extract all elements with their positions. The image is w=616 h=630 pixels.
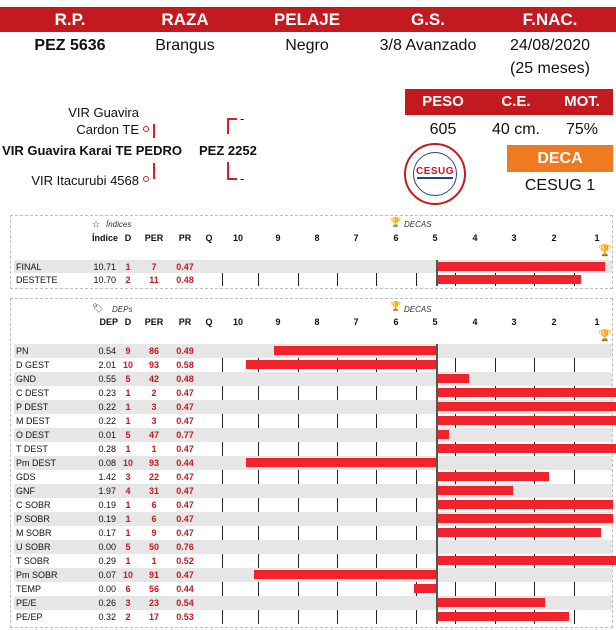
row-value: 2.01 [98, 360, 116, 370]
deca-bar [437, 402, 616, 411]
ce-label: C.E. [501, 93, 531, 110]
peso-label: PESO [422, 93, 464, 110]
pedigree-line [153, 163, 155, 179]
deca-tick-label: 2 [551, 317, 557, 327]
deca-tick-label: 9 [275, 317, 281, 327]
row-value: 0.08 [98, 458, 116, 468]
row-stat: 0.47 [176, 514, 194, 524]
row-stat: 6 [125, 584, 131, 594]
header-label-fnac: F.NAC. [522, 10, 578, 29]
row-value: 0.26 [98, 598, 116, 608]
row-name: PE/EP [16, 612, 43, 622]
row-stat: 9 [125, 346, 131, 356]
deca-bar [437, 612, 569, 621]
row-stat: 0.47 [176, 416, 194, 426]
row-name: M SOBR [16, 528, 52, 538]
column-header: PR [178, 233, 192, 243]
row-name: Pm DEST [16, 458, 57, 468]
deca-bar [437, 262, 605, 271]
row-value: 10.70 [93, 275, 116, 285]
row-name: P SOBR [16, 514, 50, 524]
deca-bar [437, 486, 513, 495]
deca-tick-label: 5 [432, 233, 438, 243]
row-stat: 1 [151, 556, 157, 566]
gold-trophy-icon: 🏆 [598, 330, 612, 342]
row-stat: 0.47 [176, 472, 194, 482]
row-stat: 0.47 [176, 262, 194, 272]
row-name: TEMP [16, 584, 42, 594]
row-name: U SOBR [16, 542, 51, 552]
pedigree-sire-dam: Cardon TE [76, 122, 139, 137]
row-name: PN [16, 346, 29, 356]
pedigree-line [227, 178, 237, 180]
deca-tick-label: 6 [393, 233, 399, 243]
deca-tick-label: 2 [551, 233, 557, 243]
pedigree-dot [143, 126, 149, 132]
indices-section-label: Índices [106, 220, 132, 229]
center-axis [436, 260, 438, 286]
deca-bar [437, 556, 616, 565]
gold-trophy-icon: 🏆 [598, 245, 612, 257]
row-stat: 2 [125, 275, 131, 285]
row-stat: 1 [125, 388, 131, 398]
row-stat: 1 [125, 402, 131, 412]
pedigree-dam: VIR Itacurubi 4568 [31, 173, 139, 188]
row-stat: 91 [148, 570, 159, 580]
center-axis [436, 344, 438, 624]
row-stat: 2 [125, 612, 131, 622]
gs-value: 3/8 Avanzado [379, 37, 477, 54]
row-stat: 5 [125, 542, 131, 552]
pedigree-dot [143, 176, 149, 182]
row-stat: 1 [125, 262, 131, 272]
row-name: DESTETE [16, 275, 58, 285]
deca-bar [437, 598, 545, 607]
deca-tick-label: 4 [472, 317, 478, 327]
row-stat: 22 [148, 472, 159, 482]
row-stat: 93 [148, 458, 159, 468]
row-stat: 31 [148, 486, 159, 496]
star-icon: ☆ [92, 219, 101, 229]
row-value: 0.22 [98, 402, 116, 412]
pedigree-line [227, 118, 237, 120]
row-stat: 1 [125, 528, 131, 538]
row-stat: 23 [148, 598, 159, 608]
pedigree-line [153, 124, 155, 138]
age-value: (25 meses) [509, 60, 591, 77]
tag-icon: 🏷 [92, 303, 104, 313]
row-stat: 0.54 [176, 598, 194, 608]
row-value: 0.28 [98, 444, 116, 454]
row-value: 10.71 [93, 262, 116, 272]
pedigree-dash-bottom: - [240, 171, 245, 186]
deca-bar [437, 528, 601, 537]
row-name: GDS [16, 472, 36, 482]
deca-bar [437, 444, 616, 453]
row-name: FINAL [16, 262, 42, 272]
deca-bar [246, 360, 437, 369]
row-stat: 3 [151, 416, 157, 426]
deca-tick-label: 4 [472, 233, 478, 243]
row-stat: 5 [125, 374, 131, 384]
row-stat: 11 [149, 275, 159, 285]
row-name: T DEST [16, 444, 48, 454]
header-label-rp: R.P. [54, 10, 86, 29]
pedigree-sire-sire: VIR Guavira [68, 105, 139, 120]
row-stat: 0.44 [176, 584, 194, 594]
row-stat: 2 [151, 388, 157, 398]
deca-value: CESUG 1 [524, 177, 596, 194]
deca-bar [437, 374, 469, 383]
header-band [0, 7, 616, 32]
row-stat: 0.44 [176, 458, 194, 468]
row-name: C DEST [16, 388, 50, 398]
row-value: 0.55 [98, 374, 116, 384]
row-value: 0.01 [98, 430, 116, 440]
row-name: GNF [16, 486, 35, 496]
row-stat: 93 [148, 360, 159, 370]
deca-tick-label: 6 [393, 317, 399, 327]
column-header: DEP [99, 317, 118, 327]
pedigree-dash-top: - [240, 111, 245, 126]
row-stat: 0.77 [176, 430, 194, 440]
row-stat: 10 [122, 570, 133, 580]
deca-bar [254, 570, 437, 579]
row-name: P DEST [16, 402, 49, 412]
row-stat: 0.49 [176, 346, 194, 356]
row-stat: 1 [125, 500, 131, 510]
indices-decas-label: DECAS [404, 220, 432, 229]
row-stat: 0.47 [176, 402, 194, 412]
header-label-gs: G.S. [410, 10, 445, 29]
row-stat: 3 [125, 598, 131, 608]
pelaje-value: Negro [285, 37, 329, 54]
deca-tick-label: 9 [275, 233, 281, 243]
deca-tick-label: 5 [432, 317, 438, 327]
deca-bar [437, 514, 613, 523]
row-stat: 3 [151, 402, 157, 412]
row-value: 0.19 [98, 514, 116, 524]
deca-tick-label: 10 [232, 317, 243, 327]
seal-text: CESUG [415, 166, 455, 177]
row-stat: 0.47 [176, 500, 194, 510]
deca-tick-label: 1 [594, 233, 600, 243]
row-stat: 50 [148, 542, 159, 552]
row-stat: 47 [148, 430, 159, 440]
row-value: 0.23 [98, 388, 116, 398]
deps-decas-label: DECAS [404, 305, 432, 314]
row-stat: 6 [151, 500, 157, 510]
column-header: PER [144, 233, 164, 243]
row-name: C SOBR [16, 500, 51, 510]
raza-value: Brangus [155, 37, 215, 54]
deca-bar [437, 388, 616, 397]
row-stat: 42 [148, 374, 159, 384]
row-stat: 7 [151, 262, 157, 272]
row-name: Pm SOBR [16, 570, 58, 580]
mot-label: MOT. [564, 93, 600, 110]
column-header: Q [205, 233, 213, 243]
ce-value: 40 cm. [491, 121, 540, 138]
rp-value: PEZ 5636 [34, 37, 106, 54]
row-stat: 0.47 [176, 388, 194, 398]
row-stat: 6 [151, 514, 157, 524]
deca-tick-label: 1 [594, 317, 600, 327]
deca-bar [437, 275, 581, 284]
deca-tick-label: 3 [511, 233, 517, 243]
deca-bar [437, 430, 449, 439]
row-name: O DEST [16, 430, 50, 440]
peso-value: 605 [429, 121, 457, 138]
row-stat: 4 [125, 486, 131, 496]
cesug-seal-logo [404, 143, 466, 205]
row-stat: 0.47 [176, 528, 194, 538]
row-value: 0.54 [98, 346, 116, 356]
row-stat: 1 [151, 444, 157, 454]
row-stat: 1 [125, 444, 131, 454]
mot-value: 75% [565, 121, 599, 138]
deca-tick-label: 8 [314, 317, 320, 327]
row-stat: 0.53 [176, 612, 194, 622]
row-stat: 1 [125, 514, 131, 524]
row-stat: 17 [148, 612, 159, 622]
row-stat: 0.48 [176, 275, 194, 285]
row-stat: 1 [125, 416, 131, 426]
column-header: PR [178, 317, 192, 327]
row-stat: 9 [151, 528, 157, 538]
pedigree-line [227, 118, 229, 134]
deca-bar [414, 584, 438, 593]
deca-tick-label: 8 [314, 233, 320, 243]
row-value: 1.97 [98, 486, 116, 496]
row-name: T SOBR [16, 556, 50, 566]
row-stat: 0.58 [176, 360, 194, 370]
pedigree-sire: VIR Guavira Karai TE PEDRO [2, 143, 182, 158]
row-stat: 1 [125, 556, 131, 566]
row-stat: 0.48 [176, 374, 194, 384]
row-stat: 10 [122, 360, 133, 370]
deca-bar [274, 346, 438, 355]
stats-header-band [405, 89, 613, 115]
deps-section-label: DEPs [112, 305, 133, 314]
row-stat: 56 [148, 584, 159, 594]
row-stat: 86 [148, 346, 159, 356]
row-stat: 5 [125, 430, 131, 440]
row-value: 0.32 [98, 612, 116, 622]
row-value: 0.22 [98, 416, 116, 426]
row-stat: 3 [125, 472, 131, 482]
row-value: 0.00 [98, 584, 116, 594]
seal-bar [417, 177, 453, 179]
row-stat: 0.76 [176, 542, 194, 552]
row-value: 0.17 [98, 528, 116, 538]
row-stat: 0.47 [176, 486, 194, 496]
header-label-pelaje: PELAJE [273, 10, 341, 29]
fnac-value: 24/08/2020 [509, 37, 591, 54]
row-value: 0.19 [98, 500, 116, 510]
deca-bar [246, 458, 437, 467]
row-stat: 0.47 [176, 444, 194, 454]
row-value: 0.00 [98, 542, 116, 552]
row-stat: 0.47 [176, 570, 194, 580]
column-header: D [124, 317, 132, 327]
column-header: PER [144, 317, 164, 327]
row-value: 0.07 [98, 570, 116, 580]
row-name: M DEST [16, 416, 51, 426]
header-label-raza: RAZA [161, 10, 209, 29]
trophy-icon: 🏆 [390, 217, 402, 227]
row-stat: 10 [122, 458, 133, 468]
row-name: PE/E [16, 598, 37, 608]
column-header: D [124, 233, 132, 243]
deca-bar [437, 416, 616, 425]
deca-tick-label: 7 [353, 233, 359, 243]
row-value: 0.29 [98, 556, 116, 566]
deca-bar [437, 500, 613, 509]
column-header: Q [205, 317, 213, 327]
deca-bar [437, 472, 549, 481]
deca-tick-label: 7 [353, 317, 359, 327]
row-name: GND [16, 374, 36, 384]
row-name: D GEST [16, 360, 50, 370]
deca-tick-label: 3 [511, 317, 517, 327]
deca-tick-label: 10 [232, 233, 243, 243]
row-stat: 0.52 [176, 556, 194, 566]
trophy-icon: 🏆 [390, 301, 402, 311]
row-value: 1.42 [98, 472, 116, 482]
column-header: Índice [91, 233, 118, 243]
pedigree-middle: PEZ 2252 [199, 143, 257, 158]
deca-label: DECA [507, 145, 613, 172]
